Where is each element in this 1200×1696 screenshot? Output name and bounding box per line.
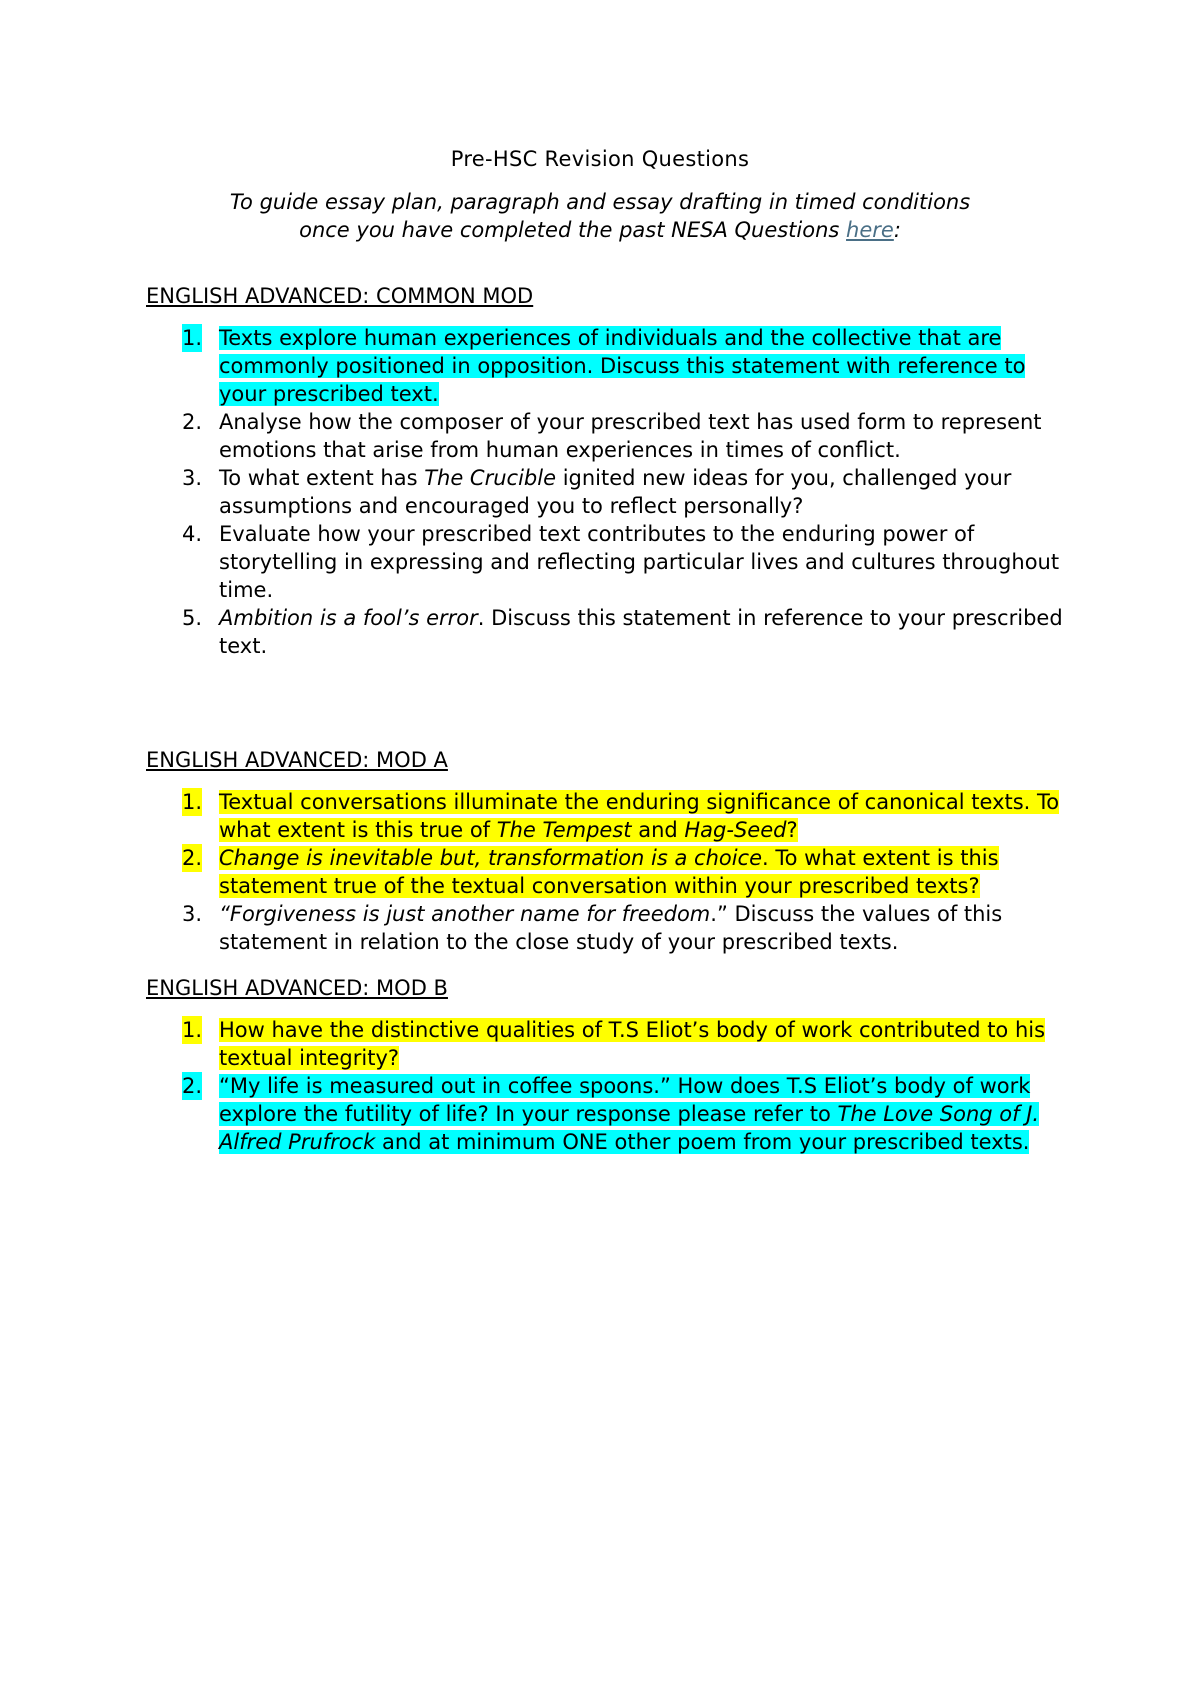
text-title-italic: The Love Song of J. Alfred Prufrock: [219, 1102, 1040, 1154]
question-text-part: .” Discuss the values of this statement in relation to the close study of your prescribed texts.: [219, 902, 1003, 954]
list-number: 2.: [182, 1074, 203, 1098]
question-text-part: ignited new ideas for you, challenged your assumptions and encouraged you to reflect personally?: [219, 466, 1012, 518]
text-title-italic: Hag-Seed: [684, 818, 787, 842]
mod-b-question-list: [146, 1016, 1076, 1156]
question-text-part: and at minimum ONE other poem from your prescribed texts.: [375, 1130, 1030, 1154]
list-item: [146, 1016, 1076, 1072]
question-text: Analyse how the composer of your prescribed text has used form to represent emotions that arise from human experiences in times of conflict.: [219, 410, 1042, 462]
quote-italic: “Forgiveness is just another name for freedom: [219, 902, 711, 926]
question-text: Texts explore human experiences of individuals and the collective that are commonly positioned in opposition. Discuss this statement with reference to your prescribed text.: [219, 326, 1026, 406]
question-text-part: . Discuss this statement in reference to your prescribed text.: [219, 606, 1063, 658]
subtitle-line-2-suffix: :: [893, 218, 901, 242]
section-heading-common-mod: ENGLISH ADVANCED: COMMON MOD: [146, 284, 534, 308]
list-item: [146, 464, 1076, 520]
list-number: 2.: [182, 846, 203, 870]
section-heading-mod-a: ENGLISH ADVANCED: MOD A: [146, 748, 448, 772]
mod-a-question-list: [146, 788, 1076, 956]
list-item: [146, 1072, 1076, 1156]
question-text: How have the distinctive qualities of T.S Eliot’s body of work contributed to his textual integrity?: [219, 1018, 1046, 1070]
list-number: 1.: [182, 326, 203, 350]
section-mod-b: [146, 974, 1076, 1156]
nesa-questions-link[interactable]: here: [846, 218, 894, 242]
subtitle-line-2-text: once you have completed the past NESA Questions: [299, 218, 847, 242]
quote-italic: Ambition is a fool’s error: [219, 606, 478, 630]
common-mod-question-list: [146, 324, 1076, 660]
question-text-part: To what extent has: [219, 466, 425, 490]
subtitle-line-2: [0, 216, 1200, 244]
question-text: [219, 902, 1002, 954]
question-text: [219, 606, 1063, 658]
question-text: Evaluate how your prescribed text contributes to the enduring power of storytelling in expressing and reflecting particular lives and cultures throughout time.: [219, 522, 1060, 602]
quote-italic: Change is inevitable but, transformation is a choice: [219, 846, 763, 870]
text-title-italic: The Tempest: [496, 818, 632, 842]
section-mod-a: [146, 746, 1076, 956]
question-text-part: Textual conversations illuminate the enduring significance of canonical texts. To what extent is this true of: [219, 790, 1060, 842]
question-text-part: “My life is measured out in coffee spoons.” How does T.S Eliot’s body of work explore the futility of life? In your response please refer to: [219, 1074, 1031, 1126]
list-number: 3.: [182, 466, 203, 490]
list-number: 1.: [182, 1018, 203, 1042]
question-text: [219, 790, 1059, 842]
list-number: 1.: [182, 790, 203, 814]
list-item: [146, 604, 1076, 660]
question-text: [219, 466, 1011, 518]
question-text-part: . To what extent is this statement true of the textual conversation within your prescribed texts?: [219, 846, 999, 898]
list-item: [146, 788, 1076, 844]
text-title-italic: The Crucible: [424, 466, 557, 490]
list-item: [146, 520, 1076, 604]
question-text: [219, 1074, 1039, 1154]
list-number: 5.: [182, 606, 203, 630]
list-item: [146, 408, 1076, 464]
question-text-part: and: [631, 818, 685, 842]
list-number: 3.: [182, 902, 203, 926]
section-heading-mod-b: ENGLISH ADVANCED: MOD B: [146, 976, 448, 1000]
list-item: [146, 324, 1076, 408]
question-text: [219, 846, 999, 898]
list-number: 4.: [182, 522, 203, 546]
question-text-part: ?: [786, 818, 798, 842]
subtitle-line-1: To guide essay plan, paragraph and essay drafting in timed conditions: [229, 190, 971, 214]
page-title: Pre-HSC Revision Questions: [450, 147, 750, 171]
subtitle: [0, 188, 1200, 244]
list-item: [146, 844, 1076, 900]
list-number: 2.: [182, 410, 203, 434]
list-item: [146, 900, 1076, 956]
section-common-mod: [146, 282, 1076, 660]
